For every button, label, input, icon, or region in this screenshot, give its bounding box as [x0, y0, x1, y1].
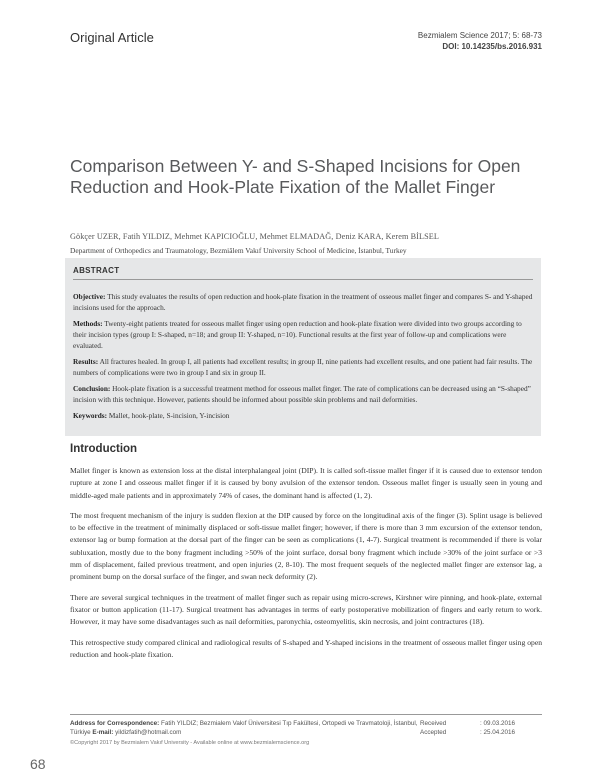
received-row	[420, 720, 515, 729]
abstract-heading: ABSTRACT	[73, 266, 120, 275]
accepted-label: Accepted	[420, 728, 447, 736]
email-link[interactable]: yildizfatih@hotmail.com	[115, 728, 182, 736]
results-text: All fractures healed. In group I, all patients had excellent results; in group II, nine patients had excellent results, and one patient had fair results. The numbers of complications were two in group I and six in group II.	[73, 357, 533, 377]
abstract-methods	[73, 318, 535, 351]
footer-divider	[70, 714, 542, 715]
email-label: E-mail:	[92, 728, 114, 736]
abstract-results	[73, 356, 535, 378]
keywords-text: Mallet, hook-plate, S-incision, Y-incision	[108, 411, 230, 420]
author-list: Gökçer UZER, Fatih YILDIZ, Mehmet KAPICIOĞLU, Mehmet ELMADAĞ, Deniz KARA, Kerem BİLSEL	[70, 232, 439, 241]
received-label: Received	[420, 720, 447, 727]
section-label: Original Article	[70, 30, 154, 45]
received-date: : 09.03.2016	[480, 720, 516, 727]
correspondence	[70, 720, 420, 737]
correspondence-address: Fatih YILDIZ; Bezmialem Vakıf Üniversitesi Tıp Fakültesi, Ortopedi ve Travmatoloji, İstanbul, Türkiye	[70, 720, 418, 736]
doi-link[interactable]: DOI: 10.14235/bs.2016.931	[442, 42, 542, 51]
paragraph: This retrospective study compared clinical and radiological results of S-shaped and Y-shaped incisions in the treatment of osseous mallet finger using open reduction and hook-plate fixation.	[70, 637, 542, 659]
abstract-conclusion	[73, 383, 535, 405]
accepted-date: : 25.04.2016	[480, 728, 516, 736]
objective-text: This study evaluates the results of open reduction and hook-plate fixation in the treatment of osseous mallet finger and compares S- and Y-shaped incisions used for the approach.	[73, 292, 533, 312]
page-number: 68	[30, 756, 46, 772]
abstract-divider	[73, 279, 533, 280]
copyright: ©Copyright 2017 by Bezmialem Vakıf University - Available online at www.bezmialemscience.org	[70, 740, 310, 746]
journal-citation	[418, 30, 542, 52]
conclusion-text: Hook-plate fixation is a successful treatment method for osseous mallet finger. The rate of complications can be decreased using an “S-shaped” incision with this technique. However, patients should be informed about possible skin problems and nail deformities.	[73, 384, 531, 404]
methods-text: Twenty-eight patients treated for osseous mallet finger using open reduction and hook-plate fixation were divided into two groups according to their incision types (group I: S-shaped, n=18; and group II: Y-shaped, n=10). Functional results at the first year of follow-up and complications were evaluated.	[73, 319, 522, 350]
paragraph: The most frequent mechanism of the injury is sudden flexion at the DIP caused by force on the longitudinal axis of the finger (3). Splint usage is believed to be effective in the treatment of minimally displaced or soft-tissue mallet finger; however, if there is more than 3 mm excursion of the extensor tendon, extensor lag or bump formation at the dorsal part of the finger can be seen as complications (1, 4-7). Surgical treatment is recommended if there is volar subluxation, mostly due to the bony fragment including >50% of the joint surface, dorsal bony fragment which include >30% of the joint surface or >3 mm of displacement, failed previous treatment, and open injuries (2, 8-10). The most frequent sequels of the neglected mallet finger are extensor lag, a prominent bump on the dorsal surface of the finger, and swan neck deformity (2).	[70, 510, 542, 582]
abstract-keywords	[73, 410, 535, 421]
methods-label: Methods:	[73, 319, 103, 328]
paragraph: There are several surgical techniques in the treatment of mallet finger such as repair using micro-screws, Kirshner wire pinning, and hook-plate, external fixator or button application (11-17). Surgical treatment has advantages in terms of early postoperative mobilization of fingers and early return to work. However, it may have some disadvantages such as nail deformities, paronychia, osteomyelitis, skin necrosis, and joint contractures (18).	[70, 592, 542, 627]
article-title: Comparison Between Y- and S-Shaped Incisions for Open Reduction and Hook-Plate Fixation of the Mallet Finger	[70, 156, 521, 197]
article-dates	[420, 720, 515, 737]
paragraph: Mallet finger is known as extension loss at the distal interphalangeal joint (DIP). It is called soft-tissue mallet finger if it is caused due to extensor tendon rupture at zone I and osseous mallet finger if it is caused by bony avulsion of the extensor tendon. Osseous mallet finger is usually seen in young and middle-aged male patients and in approximately 74% of cases, the dominant hand is affected (1, 2).	[70, 466, 542, 500]
introduction-heading: Introduction	[70, 443, 138, 455]
objective-label: Objective:	[73, 292, 106, 301]
correspondence-label: Address for Correspondence:	[70, 720, 160, 727]
abstract-objective	[73, 291, 535, 313]
affiliation: Department of Orthopedics and Traumatology, Bezmiâlem Vakıf University School of Medicine, İstanbul, Turkey	[70, 246, 407, 255]
accepted-row	[420, 729, 515, 738]
abstract-body	[73, 291, 535, 426]
results-label: Results:	[73, 357, 99, 366]
keywords-label: Keywords:	[73, 411, 108, 420]
conclusion-label: Conclusion:	[73, 384, 111, 393]
introduction-body	[70, 465, 542, 669]
journal-name: Bezmialem Science 2017; 5: 68-73	[417, 31, 542, 40]
